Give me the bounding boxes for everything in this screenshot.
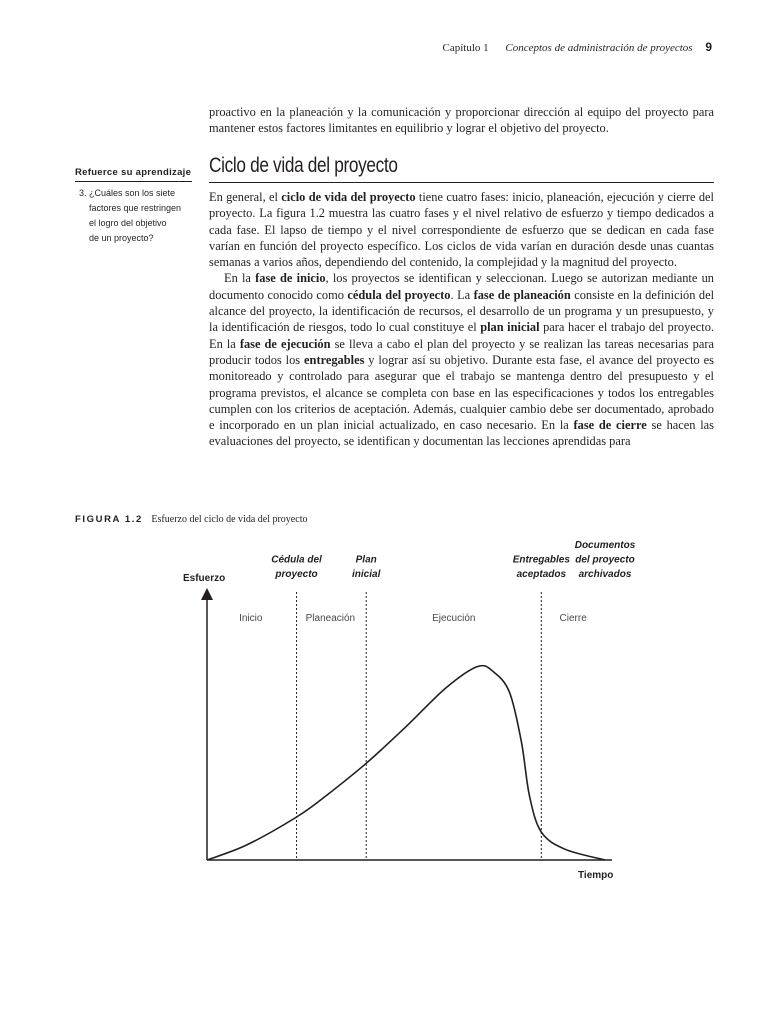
term-entregables: entregables: [304, 352, 365, 367]
sidebar-title: Refuerce su aprendizaje: [75, 167, 192, 178]
term-fase-de-ejecucion: fase de ejecución: [239, 336, 331, 351]
phase-label: Inicio: [239, 613, 263, 624]
y-axis-label: Esfuerzo: [183, 573, 226, 584]
term-ciclo-de-vida: ciclo de vida del proyecto: [281, 190, 416, 204]
paragraph-1: En general, el ciclo de vida del proyecto tiene cuatro fases: inicio, planeación, ejecución y cierre del proyecto. La figura 1.2 muestra las cuatro fases y el nivel relativo de esfuerzo y tiempo dedicados a cada fase. El lapso de tiempo y el nivel correspondiente de esfuerzo que se dedican en cada fase varían en función del proyecto específico. Los ciclos de vida varían en duración desde unas cuantas semanas a varios años, dependiendo del contenido, la complejidad y la magnitud del proyecto.: [209, 190, 714, 270]
term-fase-de-planeacion: fase de planeación: [473, 287, 571, 302]
intro-text: proactivo en la planeación y la comunicación y proporcionar dirección al equipo del proyecto para mantener estos factores limitantes en equilibrio y lograr el objetivo del proyecto.: [209, 105, 714, 136]
term-cedula-del-proyecto: cédula del proyecto: [347, 287, 451, 302]
milestone-label: del proyecto: [575, 554, 635, 566]
question-line: factores que restringen: [89, 203, 182, 213]
milestone-label: archivados: [578, 569, 632, 580]
main-body: [209, 189, 714, 450]
page-number: 9: [705, 40, 712, 54]
milestone-layer: [271, 540, 635, 860]
question-line: el logro del objetivo: [89, 218, 167, 228]
phase-label: Cierre: [559, 613, 587, 624]
question-line: de un proyecto?: [89, 233, 154, 243]
milestone-label: Entregables: [512, 554, 570, 566]
paragraph-2: En la fase de inicio, los proyectos se identifican y seleccionan. Luego se autorizan mediante un documento conocido como cédula del proyecto. La fase de planeación consiste en la definición del alcance del proyecto, la identificación de recursos, el desarrollo de un programa y un presupuesto, y la identificación de riesgos, todo lo cual constituye el plan inicial para hacer el trabajo del proyecto. En la fase de ejecución se lleva a cabo el plan del proyecto y se realizan las tareas necesarias para producir todos los entregables y lograr así su objetivo. Durante esta fase, el avance del proyecto es monitoreado y controlado para asegurar que el trabajo se mantenga dentro del presupuesto y el programa previstos, el alcance se completa con base en las especificaciones y todos los entregables cumplen con los criterios de aceptación. Además, cualquier cambio debe ser documentado, aprobado e incorporado en un plan inicial actualizado, en caso necesario. En la fase de cierre se hacen las evaluaciones del proyecto, se identifican y documentan las lecciones aprendidas para: [209, 271, 715, 449]
milestone-label: Cédula del: [271, 554, 322, 566]
intro-paragraph: [209, 104, 714, 137]
question-line: ¿Cuáles son los siete: [89, 188, 176, 198]
phase-label: Planeación: [305, 613, 356, 624]
milestone-label: Documentos: [574, 540, 636, 551]
phase-layer: [239, 613, 587, 624]
milestone-label: aceptados: [516, 569, 567, 580]
section-title: Ciclo de vida del proyecto: [209, 154, 398, 177]
sidebar-question: [79, 186, 194, 246]
lifecycle-chart: [150, 530, 650, 900]
term-plan-inicial: plan inicial: [480, 320, 540, 335]
milestone-label: inicial: [352, 569, 381, 580]
running-header: [443, 40, 713, 54]
effort-curve: [207, 666, 605, 860]
chapter-label: Capítulo 1: [442, 42, 489, 54]
phase-label: Ejecución: [432, 613, 476, 624]
chapter-title: Conceptos de administración de proyectos: [505, 42, 693, 54]
x-axis-label: Tiempo: [578, 870, 614, 881]
milestone-label: Plan: [355, 554, 377, 566]
question-number: 3.: [79, 188, 87, 198]
sidebar-rule: [75, 181, 192, 182]
section-rule: [209, 182, 714, 183]
milestone-label: proyecto: [275, 569, 318, 580]
figure-caption-text: Esfuerzo del ciclo de vida del proyecto: [151, 514, 308, 525]
figure-label: FIGURA 1.2: [75, 514, 143, 525]
figure-caption: [75, 514, 307, 525]
term-fase-de-inicio: fase de inicio: [255, 271, 326, 286]
term-fase-de-cierre: fase de cierre: [573, 418, 647, 433]
